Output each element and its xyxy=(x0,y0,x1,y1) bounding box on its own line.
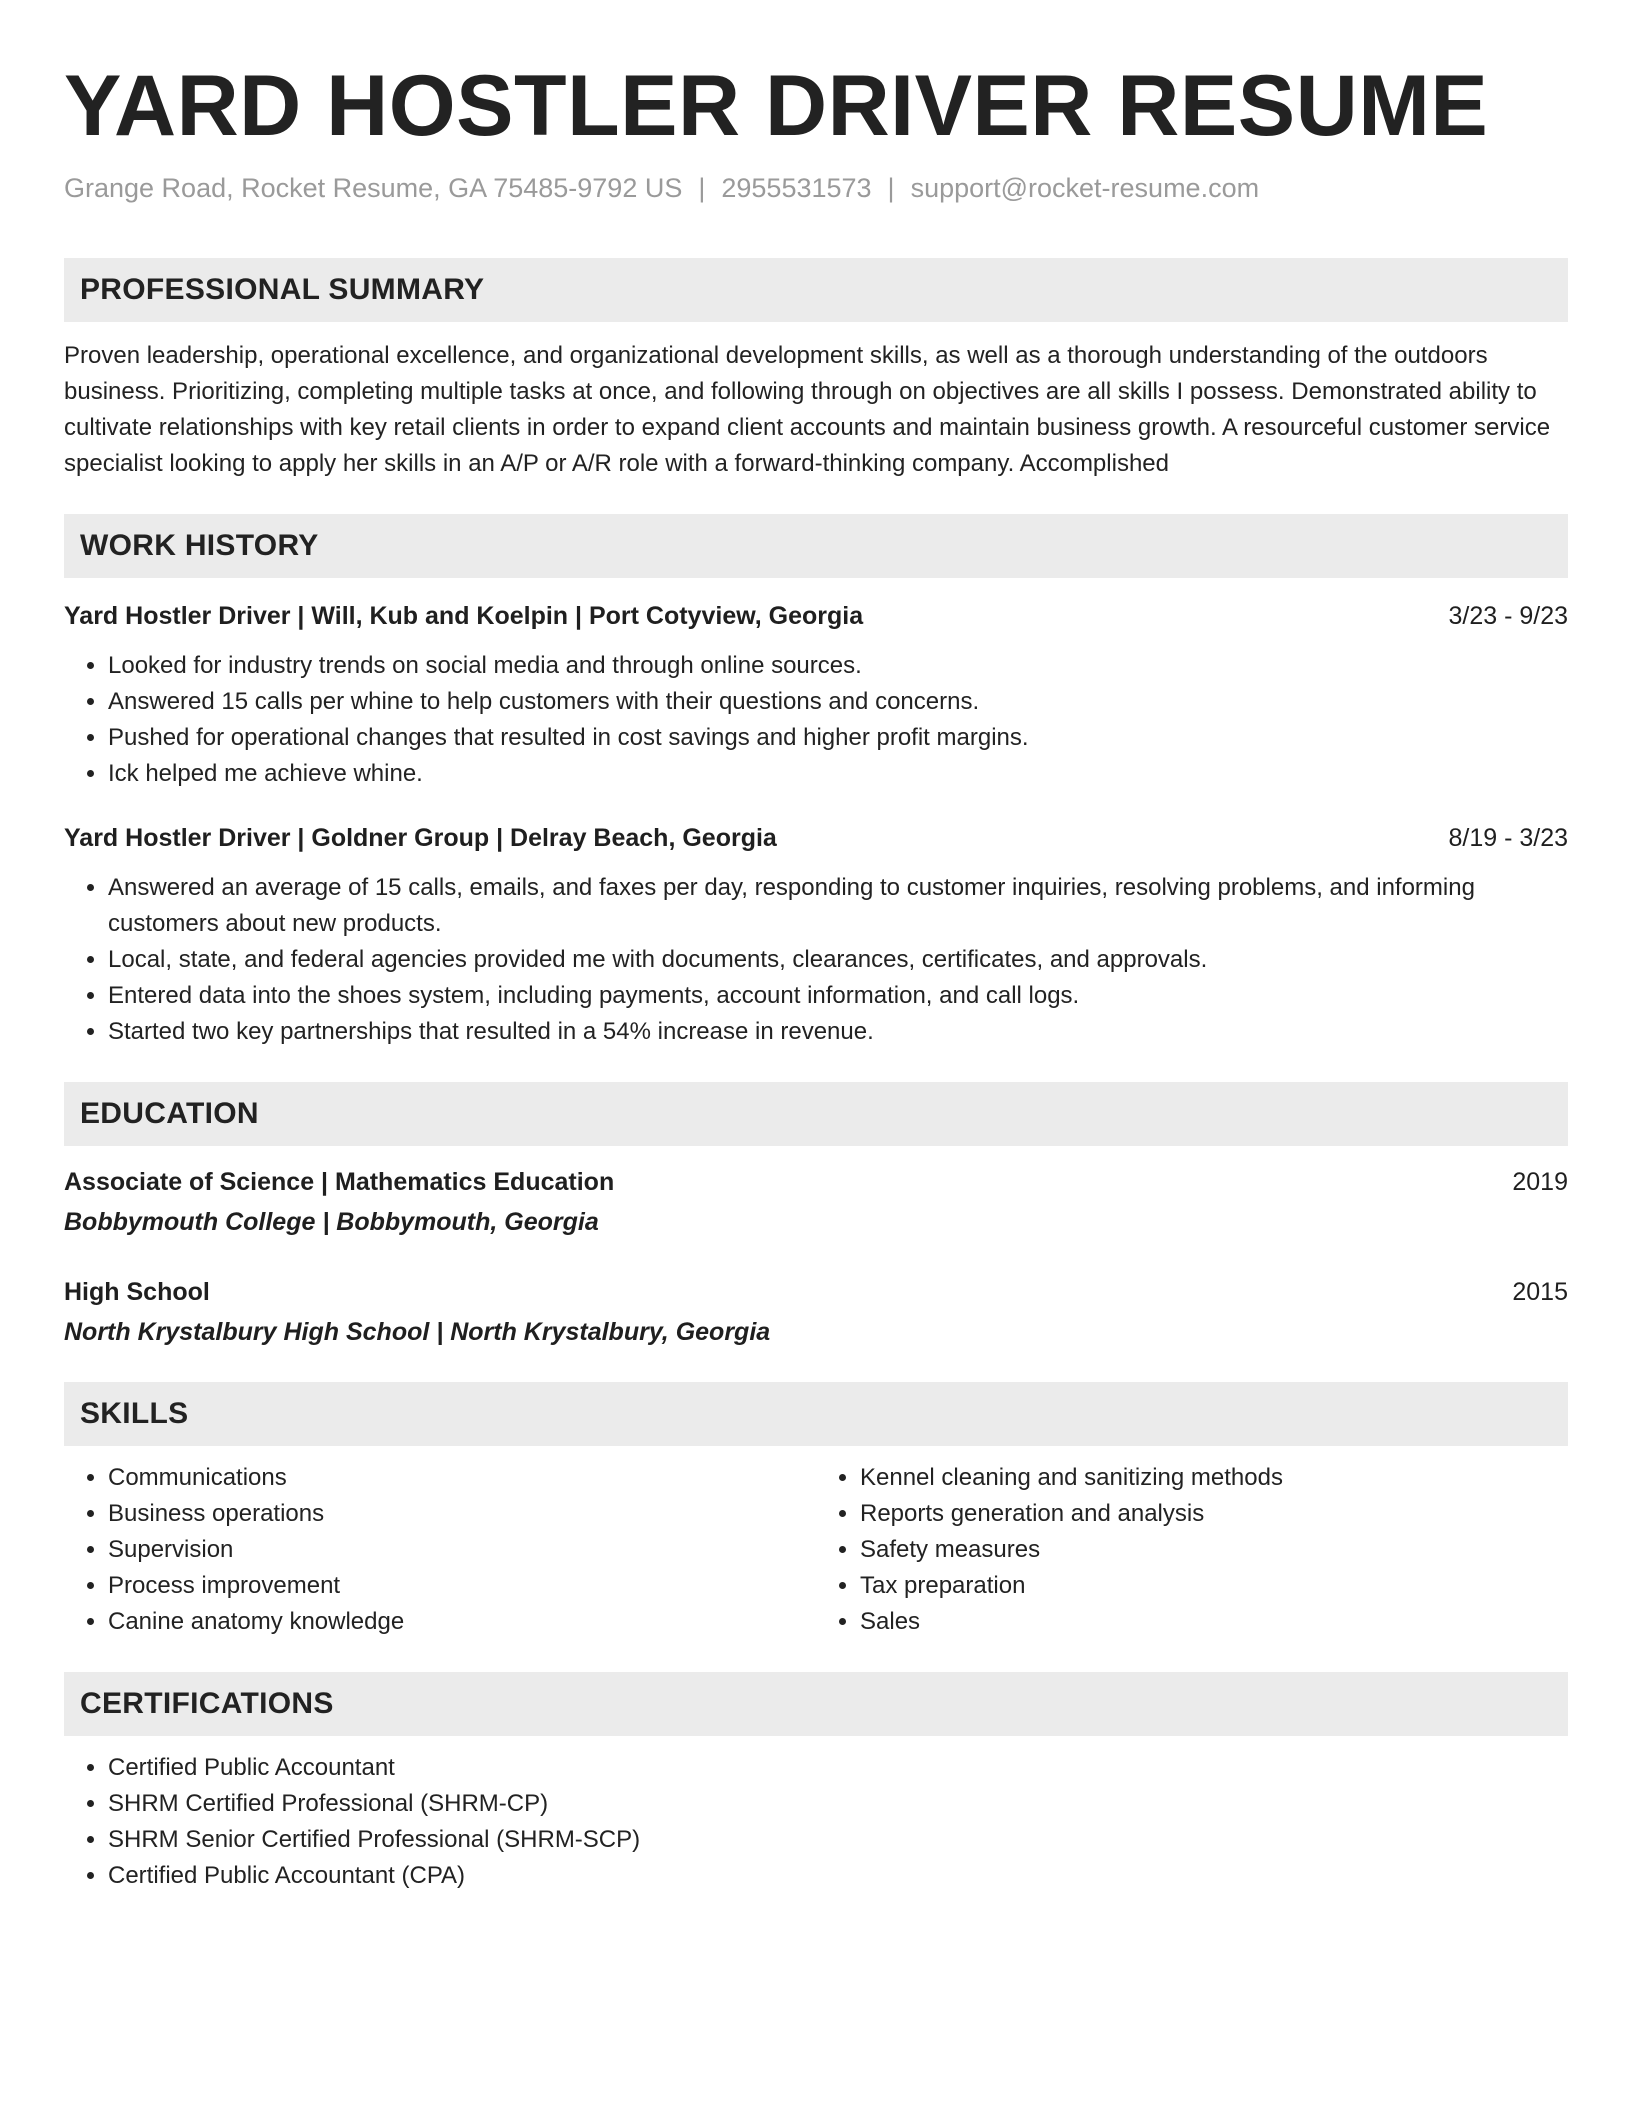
certification-item: • Certified Public Accountant xyxy=(108,1750,1568,1786)
certification-item: • SHRM Certified Professional (SHRM-CP) xyxy=(108,1786,1568,1822)
skills-list-left xyxy=(64,1460,816,1640)
skills-list-right xyxy=(816,1460,1568,1640)
resume-title: YARD HOSTLER DRIVER RESUME xyxy=(64,58,1489,154)
education-year: 2015 xyxy=(1512,1278,1568,1306)
section-heading-work-history: WORK HISTORY xyxy=(64,514,1568,578)
education-school: North Krystalbury High School | North Krystalbury, Georgia xyxy=(64,1318,771,1346)
education-degree: High School xyxy=(64,1278,210,1306)
education-header xyxy=(64,1274,1568,1310)
job-bullets xyxy=(64,648,1568,792)
education-year: 2019 xyxy=(1512,1168,1568,1196)
job-title: Yard Hostler Driver | Goldner Group | Delray Beach, Georgia xyxy=(64,824,777,852)
education-degree: Associate of Science | Mathematics Education xyxy=(64,1168,615,1196)
skill-item: • Sales xyxy=(860,1604,1568,1640)
job-bullet: • Answered an average of 15 calls, emails, and faxes per day, responding to customer inquiries, resolving problems, and informing customers about new products. xyxy=(108,870,1568,942)
job-header xyxy=(64,598,1568,634)
education-header xyxy=(64,1164,1568,1200)
skill-item: • Process improvement xyxy=(108,1568,816,1604)
contact-line xyxy=(64,170,1568,206)
section-heading-summary: PROFESSIONAL SUMMARY xyxy=(64,258,1568,322)
skill-item: • Communications xyxy=(108,1460,816,1496)
job-bullet: • Pushed for operational changes that resulted in cost savings and higher profit margins. xyxy=(108,720,1568,756)
skill-item: • Tax preparation xyxy=(860,1568,1568,1604)
education-entry xyxy=(64,1274,1568,1350)
education-school: Bobbymouth College | Bobbymouth, Georgia xyxy=(64,1208,599,1236)
section-heading-education: EDUCATION xyxy=(64,1082,1568,1146)
certifications-list xyxy=(64,1750,1568,1894)
job-bullets xyxy=(64,870,1568,1050)
skill-item: • Supervision xyxy=(108,1532,816,1568)
job-dates: 3/23 - 9/23 xyxy=(1448,602,1568,630)
contact-address: Grange Road, Rocket Resume, GA 75485-9792 US xyxy=(64,173,683,203)
contact-phone: 2955531573 xyxy=(721,173,872,203)
certification-item: • Certified Public Accountant (CPA) xyxy=(108,1858,1568,1894)
skill-item: • Safety measures xyxy=(860,1532,1568,1568)
job-bullet: • Entered data into the shoes system, including payments, account information, and call logs. xyxy=(108,978,1568,1014)
skill-item: • Business operations xyxy=(108,1496,816,1532)
job-header xyxy=(64,820,1568,856)
section-heading-certifications: CERTIFICATIONS xyxy=(64,1672,1568,1736)
summary-text: Proven leadership, operational excellence, and organizational development skills, as well as a thorough understanding of the outdoors business. Prioritizing, completing multiple tasks at once, and following through on objectives are all skills I possess. Demonstrated ability to cultivate relationships with key retail clients in order to expand client accounts and maintain business growth. A resourceful customer service specialist looking to apply her skills in an A/P or A/R role with a forward-thinking company. Accomplished xyxy=(64,342,1551,477)
skill-item: • Kennel cleaning and sanitizing methods xyxy=(860,1460,1568,1496)
job-bullet: • Ick helped me achieve whine. xyxy=(108,756,1568,792)
job-entry xyxy=(64,820,1568,1050)
skills-columns xyxy=(64,1460,1568,1640)
job-title: Yard Hostler Driver | Will, Kub and Koelpin | Port Cotyview, Georgia xyxy=(64,602,864,630)
contact-separator: | xyxy=(887,173,895,203)
job-bullet: • Started two key partnerships that resulted in a 54% increase in revenue. xyxy=(108,1014,1568,1050)
contact-email: support@rocket-resume.com xyxy=(910,173,1260,203)
certification-item: • SHRM Senior Certified Professional (SHRM-SCP) xyxy=(108,1822,1568,1858)
section-heading-skills: SKILLS xyxy=(64,1382,1568,1446)
education-entry xyxy=(64,1164,1568,1240)
job-bullet: • Local, state, and federal agencies provided me with documents, clearances, certificates, and approvals. xyxy=(108,942,1568,978)
job-bullet: • Looked for industry trends on social media and through online sources. xyxy=(108,648,1568,684)
skill-item: • Canine anatomy knowledge xyxy=(108,1604,816,1640)
job-entry xyxy=(64,598,1568,792)
contact-separator: | xyxy=(698,173,706,203)
job-bullet: • Answered 15 calls per whine to help customers with their questions and concerns. xyxy=(108,684,1568,720)
skill-item: • Reports generation and analysis xyxy=(860,1496,1568,1532)
job-dates: 8/19 - 3/23 xyxy=(1448,824,1568,852)
